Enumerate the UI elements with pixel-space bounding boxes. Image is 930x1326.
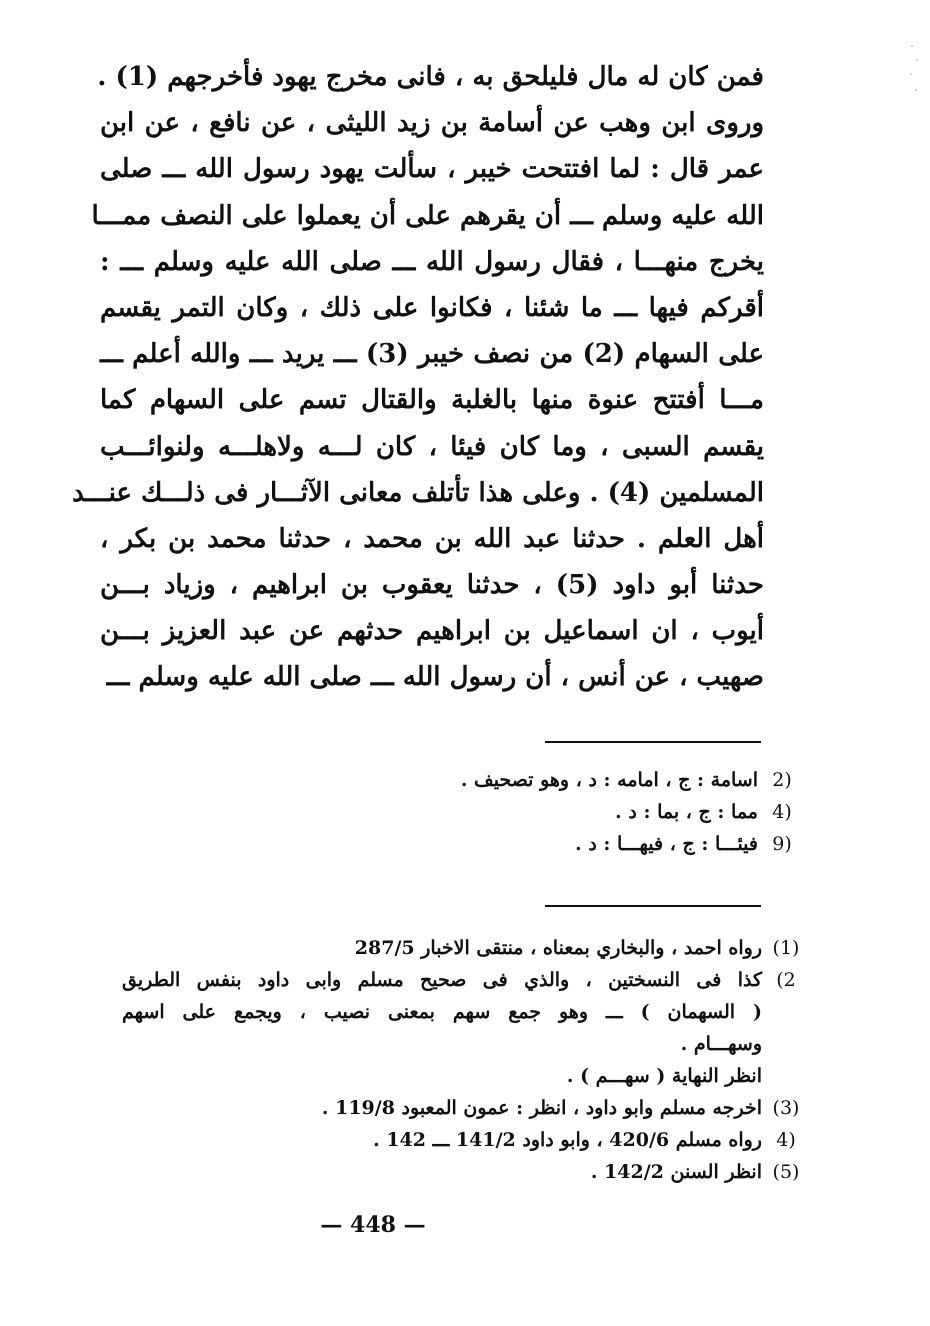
- footnote: [122, 1124, 796, 1156]
- note-number: 9): [772, 833, 792, 855]
- footnote: [122, 1156, 800, 1188]
- variant-note: [198, 796, 792, 828]
- note-text: مما : ج ، بما : د .: [615, 801, 758, 823]
- variant-note: [198, 828, 792, 860]
- footnote-text: رواه مسلم 420/6 ، وابو داود 141/2 ـــ 142 .: [373, 1129, 762, 1151]
- text-line: على السهام (2) من نصف خيبر (3) ـــ يريد ـــ والله أعلم ـــ: [100, 339, 764, 370]
- note-number: 2): [772, 769, 792, 791]
- footnote-text: ( السهمان ) ـــ وهو جمع سهم بمعنى نصيب ، ويجمع على اسهم: [122, 1001, 762, 1023]
- text-line: مـــا أفتتح عنوة منها بالغلبة والقتال تسم على السهام كما: [100, 385, 764, 416]
- footnote-number: (3): [772, 1097, 800, 1119]
- main-text-block: [72, 54, 764, 701]
- note-text: اسامة : ج ، امامه : د ، وهو تصحيف .: [460, 769, 758, 791]
- variant-notes: [198, 764, 792, 860]
- text-line: عمر قال : لما افتتحت خيبر ، سألت يهود رسول الله ـــ صلى: [100, 154, 764, 185]
- note-number: 4): [772, 801, 792, 823]
- text-line: صهيب ، عن أنس ، أن رسول الله ـــ صلى الله عليه وسلم ـــ: [106, 662, 764, 693]
- footnote-text: كذا فى النسختين ، والذي فى صحيح مسلم وابى داود بنفس الطريق: [122, 969, 762, 991]
- footnote: [122, 964, 796, 996]
- footnote-text: انظر النهاية ( سهـــم ) .: [566, 1065, 762, 1087]
- text-line: المسلمين (4) . وعلى هذا تأتلف معانى الآثـــار فى ذلـــك عنـــد: [72, 477, 764, 508]
- footnote-divider: [545, 741, 761, 743]
- text-line: فمن كان له مال فليلحق به ، فانى مخرج يهود فأخرجهم (1) .: [97, 62, 764, 92]
- page-number: — 448 —: [320, 1212, 426, 1238]
- footnote-number: (2: [776, 969, 796, 991]
- footnote-divider: [545, 905, 761, 907]
- text-line: أقركم فيها ـــ ما شئنا ، فكانوا على ذلك ، وكان التمر يقسم: [100, 292, 764, 323]
- footnote-number: (5): [772, 1161, 800, 1183]
- scan-speckle: [908, 40, 922, 100]
- text-line: أهل العلم . حدثنا عبد الله بن محمد ، حدثنا محمد بن بكر ،: [100, 523, 764, 554]
- note-text: فيئـــا : ج ، فيهـــا : د .: [575, 833, 758, 855]
- text-line: يقسم السبى ، وما كان فيئا ، كان لـــه ولاهلـــه ولنوائـــب: [100, 431, 764, 462]
- text-line: وروى ابن وهب عن أسامة بن زيد الليثى ، عن نافع ، عن ابن: [100, 108, 764, 139]
- text-line: أيوب ، ان اسماعيل بن ابراهيم حدثهم عن عبد العزيز بـــن: [100, 616, 764, 647]
- footnote-text: انظر السنن 142/2 .: [590, 1161, 762, 1183]
- footnote-text: اخرجه مسلم وابو داود ، انظر : عمون المعبود 119/8 .: [321, 1097, 762, 1119]
- variant-note: [198, 764, 792, 796]
- footnote-number: 4): [776, 1129, 796, 1151]
- text-line: الله عليه وسلم ـــ أن يقرهم على أن يعملوا على النصف ممـــا: [91, 200, 764, 231]
- footnote: [122, 1092, 800, 1124]
- footnote-number: (1): [772, 937, 800, 959]
- text-line: حدثنا أبو داود (5) ، حدثنا يعقوب بن ابراهيم ، وزياد بـــن: [100, 570, 764, 601]
- footnote-text: رواه احمد ، والبخاري بمعناه ، منتقى الاخبار 287/5: [354, 937, 762, 959]
- text-line: يخرج منهـــا ، فقال رسول الله ـــ صلى الله عليه وسلم ـــ :: [100, 246, 764, 277]
- footnotes: [122, 932, 800, 1188]
- footnote-text: وسهـــام .: [680, 1033, 762, 1055]
- footnote: [122, 932, 800, 964]
